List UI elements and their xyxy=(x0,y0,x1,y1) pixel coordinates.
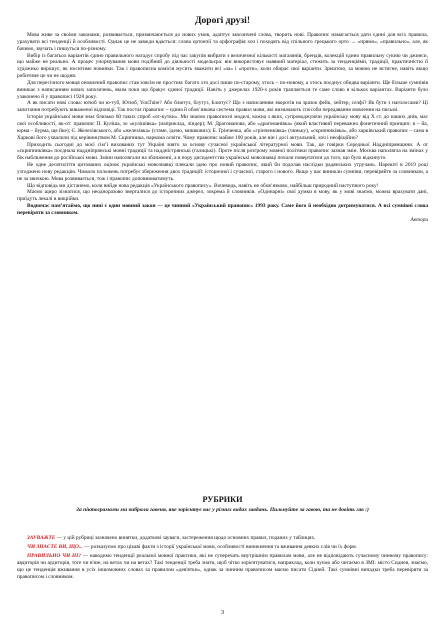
paragraph: Мова живе за своїми законами, розвивається, призвичаюється до нових умов, адаптує запозичені слова, творить нові. Правопис намагається дати єдині для всіх правила, урахувати всі тенденції й особливості. Однак це не завжди вдається: слова ортоепії та орфографія хоч і походять від спільного грецького орто → «прямо», «правильно», але, як бачимо, звучать і пишуться по-різному. xyxy=(17,32,428,52)
paragraph: Приходить сьогодні до моєї сім’ї вихованих тут Україні взято за основу сучасної української літературної мови. Так, це говірки Середньої Наддніпрянщини. А от «скрипниківка» поєднала наддніпрянські мовні традиції та наддністрянські (галицькі). Проте після розгрому мовної політики правопис зазнав змін. Москва наполягла на змінах у бік наближення до російської мови. Зміни наполягали на зближенні, а в пору дисидентства українські мовознавці почали повертатися до того, що було відкинуто. xyxy=(17,141,428,162)
page-number: 3 xyxy=(220,609,225,616)
rubric-name: ЗАУВАЖТЕ xyxy=(27,535,56,541)
rubric-list xyxy=(17,535,428,583)
rubric-item xyxy=(17,553,428,581)
document-page xyxy=(17,0,428,630)
paragraph: Для пересічного мовця оновлений правопис став зовсім не простим: багато хто досі пише по-старому, хтось – по-новому, а хтось поєднує обидва варіанти. Ще більше сумнівів виникає з написанням нових запозичень, яким поки що бракує єдиної традиції. Навіть у джерелах 1920-х років трапляється те саме слово в кількох варіантах. Варіанти було узаконено й у правописі 1928 року. xyxy=(17,79,428,100)
rubric-name: ЧИ ЗНАЄТЕ ВИ, ЩО... xyxy=(27,544,83,550)
paragraph-bold-conclusion: Водночас пам’ятаймо, що нині є один мовний закон — це чинний «Український правопис» 1993 року. Саме його й необхідно дотримуватися. А всі сумнівні слова перевіряти за словником. xyxy=(17,203,428,216)
page-title: Дорогі друзі! xyxy=(195,16,250,26)
rubric-text: — розказуємо про цікаві факти з історії української мови, особливості виникнення та вживання деяких слів чи їх форм. xyxy=(84,544,358,550)
rubrics-heading: РУБРИКИ xyxy=(202,495,243,504)
foreword-body xyxy=(17,32,428,224)
paragraph: Маємо щиро зізнатися, що неодноразово зверталися до історичних джерел, зокрема й словників. «Одинарні» свої думки в мову, як у мові знаємо, можна врахувати дані, приїдуть лекалі в викрійки. xyxy=(17,189,428,203)
rubrics-intro: За піктограмами ми вибрали гавеня, яке зорієнтує вас у різних видах завдань. Пильнуйте за гавою, та не довіть гав :) xyxy=(76,507,369,513)
paragraph: Вибір із багатьох варіантів єдино правильного нагадує спробу під час закупів вибрати з величезної кількості магазинів, брендів, колекцій єдино правильну сукню чи джинси, що майже не реально. А процес унормування мови подібний до діяльності модельєра: він використовує наявний матеріал, стежить за тенденціями, традиції, практичністю й художньо вирішує, як носитиме новинки. Так і правописна комісія мусить зважити всі «за» і «проти», коли обирає свої варіанти. Зрештою, за мовою не встигне, навіть якщо робитиме це чи не щодня. xyxy=(17,52,428,80)
paragraph: Історія української мови знає близько 60 таких спроб «от-кутки». Ми знаємо правописні моделі, кожна з яких, супроводжуючи українську мову від X ст. до наших днів, мас свої особливості, як-от: правопис П. Куліша, зо «кулішівка» (наприклад, ліндер); М. Драгоманова, або «драгоманівка» (який властивий переважно фонетичний принцип: я – йа, юрма – йурма, ще йке); Є. Желехівського, або «желехівка» (стаме, ідемо, мишкових); Б. Грінченка, або «грінченківка» (чиньку), «скрипниківка», або харківський правопис – сама в Харкові його ухвалили під керівництвом М. Скрипника, наркома освіти. Чому правопис майже 100 років, але він і досі актуальний, хоч і неофіційно? xyxy=(17,114,428,141)
authors-signature: Автори xyxy=(410,216,428,223)
paragraph: А як писати нові слова: ютюб чи ю-туб, Ютюб, YouTube? Або блютуз, блутуз, Блютус? Що з написанням зворотів на зразок фейк, хейтер, селфі? Як бути з наголосами? Ці запитання потребують виваженої відповіді. Так постає правопис – єдина й обов’язкова система правил мови, які визначають способи передавання мовлення на письмі. xyxy=(17,100,428,114)
rubric-item xyxy=(17,544,428,551)
rubric-item xyxy=(17,535,428,542)
rubric-text: — наводимо тенденції реальної мовної практики, які не суперечать внутрішнім правилам мови, але не відповідають сучасному чинному правопису: авдиторія чи аудиторія, тоге чи в'язе, на ветах чи на ветах? Такі тенденції треба знати, щоб чітко зорієнтуватися, наприклад, коли чуємо або читаємо в ЗМІ: місто Сиднея, знаємо, що це тенденція вживання в усіх іншомовних словах за правилом «дев'ятки», однак за чинним правописом маємо писати Сідней. Такі сумнівні випадки треба перевіряти за правописом і словником. xyxy=(17,553,428,580)
rubric-name: ПРАВИЛЬНО ЧИ НІ? xyxy=(27,553,81,559)
rubric-text: — у цій рубриці зазначено винятки, додаткові зауваги, застереження щодо основних правил, поданих у таблицях. xyxy=(56,535,316,541)
paragraph: Не одне десятиліття цитованих оцінок українські мовознавці плекали ідею про новий правопис, який би подолав наслідки радянських утручань. Нарешті в 2019 році узгоджено нову редакцію. Чимало положень потребує збереження двох традицій: історичної і сучасної, старого і нового. Якщо у вас виникли сумніви, перевіряйте за словником, а не за звичкою. Мова розвивається, тож і правопис доповнюватимуть. xyxy=(17,162,428,182)
paragraph: Що відповідь ми дістанемо, коли вийде нова редакція «Українського правопису». Вочевидь, навіть не обов’язково, найбільш природний наступного року! xyxy=(27,182,379,189)
